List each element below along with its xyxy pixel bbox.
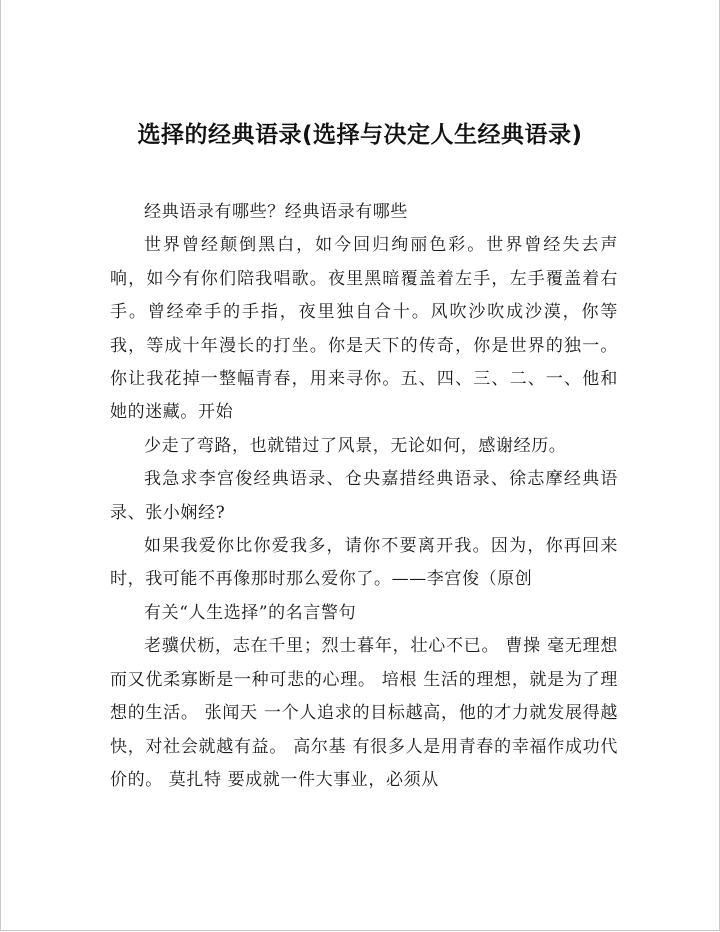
paragraph-3: 少走了弯路，也就错过了风景，无论如何，感谢经历。 — [144, 435, 567, 456]
paragraph-4: 我急求李宫俊经典语录、仓央嘉措经典语录、徐志摩经典语录、张小娴经? — [110, 469, 618, 523]
paragraph-1: 经典语录有哪些？经典语录有哪些 — [144, 202, 408, 222]
paragraph-5: 如果我爱你比你爱我多，请你不要离开我。因为，你再回来时，我可能不再像那时那么爱你了。——李宫俊（原创 — [110, 536, 618, 590]
paragraph-6: 有关“人生选择”的名言警句 — [144, 602, 357, 623]
paragraph-7: 老骥伏枥，志在千里；烈士暮年，壮心不已。 曹操 毫无理想而又优柔寡断是一种可悲的心理。 培根 生活的理想，就是为了理想的生活。 张闻天 一个人追求的目标越高，他的才力就发展得越快，对社会就越有益。 高尔基 有很多人是用青春的幸福作成功代价的。 莫扎特 要成就一件大事业，必须从 — [110, 636, 618, 790]
paragraph-2: 世界曾经颠倒黑白，如今回归绚丽色彩。世界曾经失去声响，如今有你们陪我唱歌。夜里黑暗覆盖着左手，左手覆盖着右手。曾经牵手的手指，夜里独自合十。风吹沙吹成沙漠，你等我，等成十年漫长的打坐。你是天下的传奇，你是世界的独一。你让我花掉一整幅青春，用来寻你。五、四、三、二、一、他和她的迷藏。开始 — [110, 235, 618, 423]
document-title: 选择的经典语录(选择与决定人生经典语录) — [137, 122, 583, 148]
document-body — [110, 196, 618, 797]
